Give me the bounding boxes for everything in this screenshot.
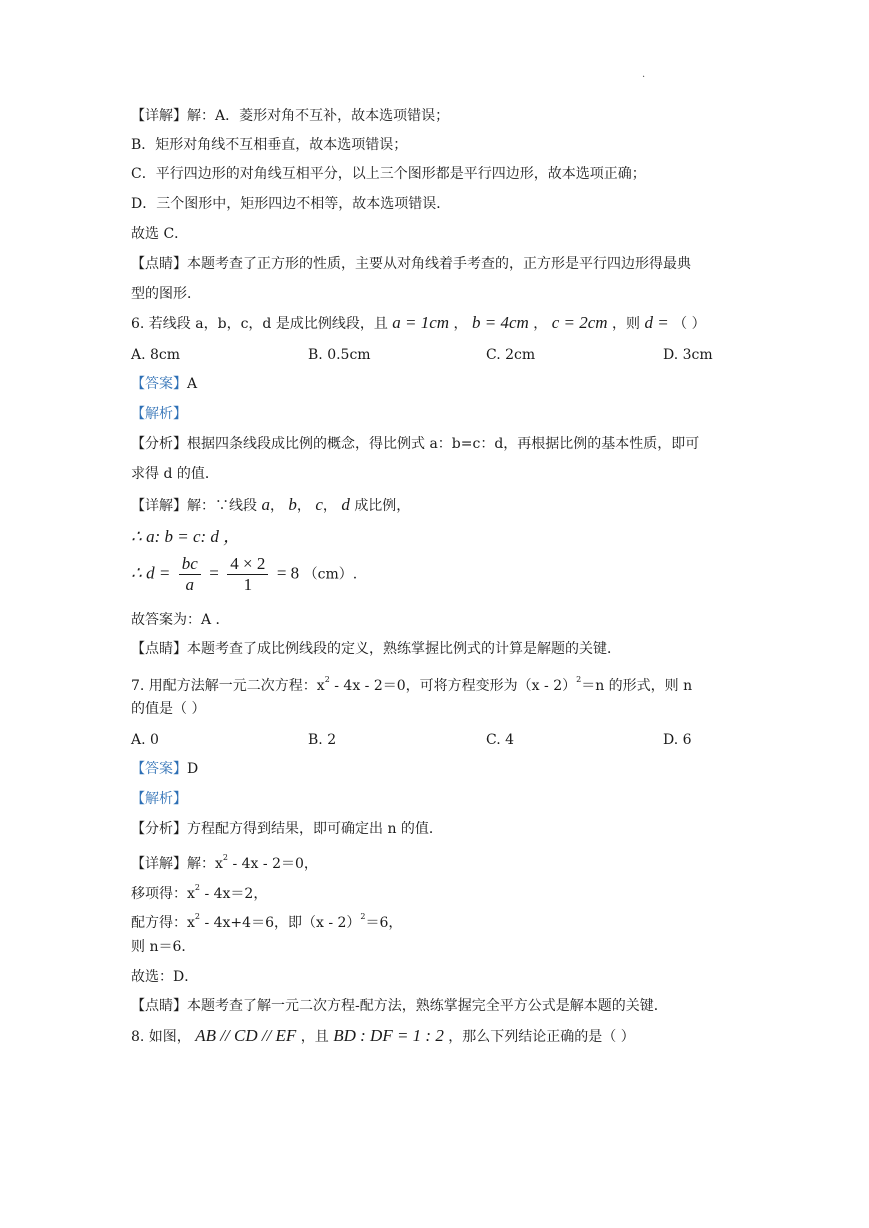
text-line: 故选：D． xyxy=(131,969,199,985)
fraction: $\frac{bc}{a}$ xyxy=(179,554,201,595)
text-line: 的值是（ ） xyxy=(131,701,206,717)
text-line: D．三个图形中，矩形四边不相等，故本选项错误． xyxy=(131,196,451,212)
answer-tag: 【答案】 xyxy=(131,761,187,777)
text-line: C．平行四边形的对角线互相平分，以上三个图形都是平行四边形，故本选项正确； xyxy=(131,166,646,182)
option-b: B. 0.5cm xyxy=(308,347,371,363)
option-c: C. 2cm xyxy=(486,347,536,363)
text-line: 【分析】方程配方得到结果，即可确定出 n 的值． xyxy=(131,821,443,837)
option-d: D. 6 xyxy=(663,732,692,748)
fraction: $\frac{4 \times 2}{1}$ xyxy=(227,554,268,595)
option-a: A. 0 xyxy=(131,732,159,748)
option-b: B. 2 xyxy=(308,732,337,748)
question-6-stem: 6. 若线段 a，b，c，d 是成比例线段，且 a = 1cm ， b = 4cm ， c = 2cm ，则 d = （ ） xyxy=(131,313,706,332)
analysis-tag: 【解析】 xyxy=(131,791,187,807)
text-line: 【点睛】本题考查了成比例线段的定义，熟练掌握比例式的计算是解题的关键． xyxy=(131,641,621,657)
text-line: 【详解】解：A．菱形对角不互补，故本选项错误； xyxy=(131,108,450,124)
top-mark: · xyxy=(642,72,646,83)
text-line: 【点睛】本题考查了正方形的性质，主要从对角线着手考查的，正方形是平行四边形得最典 xyxy=(131,256,691,272)
option-d: D. 3cm xyxy=(663,347,713,363)
detail-line: 【详解】解：$x^2 - 4x - 2=0$， xyxy=(131,853,318,872)
text-line: 【点睛】本题考查了解一元二次方程-配方法，熟练掌握完全平方公式是解本题的关键． xyxy=(131,998,668,1014)
question-8-stem: 8. 如图， AB // CD // EF ，且 BD : DF = 1 : 2 ，那么下列结论正确的是（ ） xyxy=(131,1026,635,1045)
fraction-line: ∴ d = $\frac{bc}{a}$ = $\frac{4 \times 2}{1}$ = 8 （cm）. xyxy=(131,554,358,594)
text-line: 故选 C． xyxy=(131,226,189,242)
complete-square-line: 配方得：$x^2 - 4x+4=6$，即（x - 2）$^2$＝6， xyxy=(131,912,403,931)
question-7-stem: 7. 用配方法解一元二次方程：$x^2 - 4x - 2=0$，可将方程变形为（x - 2）$^2$＝n 的形式，则 n xyxy=(131,675,693,694)
answer-line: 【答案】A xyxy=(131,376,198,392)
answer-line: 【答案】D xyxy=(131,761,199,777)
option-a: A. 8cm xyxy=(131,347,181,363)
text-line: 【分析】根据四条线段成比例的概念，得比例式 a：b=c：d，再根据比例的基本性质，即可 xyxy=(131,436,700,452)
text-line: B．矩形对角线不互相垂直，故本选项错误； xyxy=(131,137,408,153)
analysis-tag: 【解析】 xyxy=(131,406,187,422)
move-line: 移项得：$x^2 - 4x=2$， xyxy=(131,883,268,902)
text-line: 故答案为：A ． xyxy=(131,612,230,628)
ratio-line: ∴ a: b = c: d ， xyxy=(131,527,241,546)
text-line: 则 n＝6． xyxy=(131,939,196,955)
text-line: 型的图形． xyxy=(131,286,201,302)
text-line: 求得 d 的值． xyxy=(131,466,219,482)
detail-line: 【详解】解：∵线段 a， b， c， d 成比例， xyxy=(131,495,411,514)
answer-tag: 【答案】 xyxy=(131,376,187,392)
option-c: C. 4 xyxy=(486,732,515,748)
